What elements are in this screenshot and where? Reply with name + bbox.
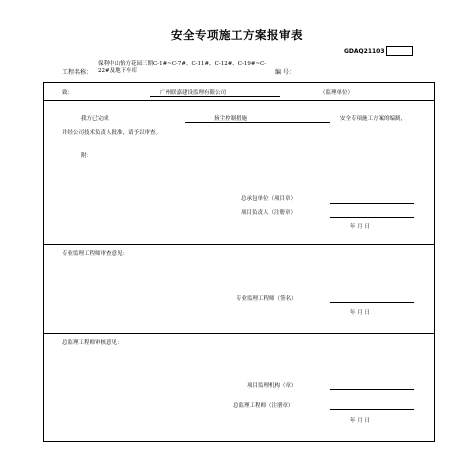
- org-sign-line[interactable]: [330, 389, 414, 390]
- form-code-box[interactable]: [386, 46, 413, 56]
- pm-sign-line[interactable]: [330, 217, 414, 218]
- section1-date: 年 月 日: [350, 224, 370, 230]
- divider-section2: [43, 244, 435, 245]
- plan-underline: [185, 122, 330, 123]
- contractor-sign-line[interactable]: [330, 203, 414, 204]
- submission-prefix: 我方已完成: [81, 116, 109, 122]
- attachment-label: 附：: [81, 153, 93, 159]
- section2-heading: 专业监理工程师审查意见：: [62, 251, 129, 257]
- engineer-label: 专业监理工程师（签名）: [236, 296, 297, 302]
- chief-label: 总监理工程师（注册章）: [233, 403, 294, 409]
- divider-section3: [43, 333, 435, 334]
- plan-name: 扬尘控制措施: [214, 116, 248, 122]
- engineer-sign-line[interactable]: [330, 302, 414, 303]
- contractor-label: 总承包单位（项目章）: [241, 196, 297, 202]
- org-label: 项目监理机构（章）: [247, 383, 297, 389]
- form-code: GDAQ21103: [344, 48, 385, 55]
- approval-statement: 并经公司技术负责人批准，请予以审查。: [62, 130, 162, 136]
- section3-date: 年 月 日: [350, 418, 370, 424]
- supervisor-suffix: （监理单位）: [320, 90, 354, 96]
- section2-date: 年 月 日: [350, 310, 370, 316]
- supervisor-company: 广州联嘉建设监理有限公司: [160, 90, 227, 96]
- submission-suffix: 安全专项施工方案的编制，: [340, 116, 407, 122]
- to-label: 致：: [62, 90, 74, 96]
- company-underline: [150, 96, 280, 97]
- project-name: 保利中山怡方花园三期C-1#~C-7#、C-11#、C-12#、C-19#~C-22#及地下车库: [98, 61, 267, 74]
- form-frame: [43, 82, 435, 442]
- number-label: 编 号：: [275, 69, 295, 76]
- project-label: 工程名称：: [62, 69, 93, 76]
- divider-to-row: [43, 100, 435, 101]
- section3-heading: 总监理工程师审核意见：: [62, 340, 123, 346]
- chief-sign-line[interactable]: [330, 409, 414, 410]
- form-title: 安全专项施工方案报审表: [171, 28, 303, 42]
- pm-label: 项目负责人（注册章）: [241, 210, 297, 216]
